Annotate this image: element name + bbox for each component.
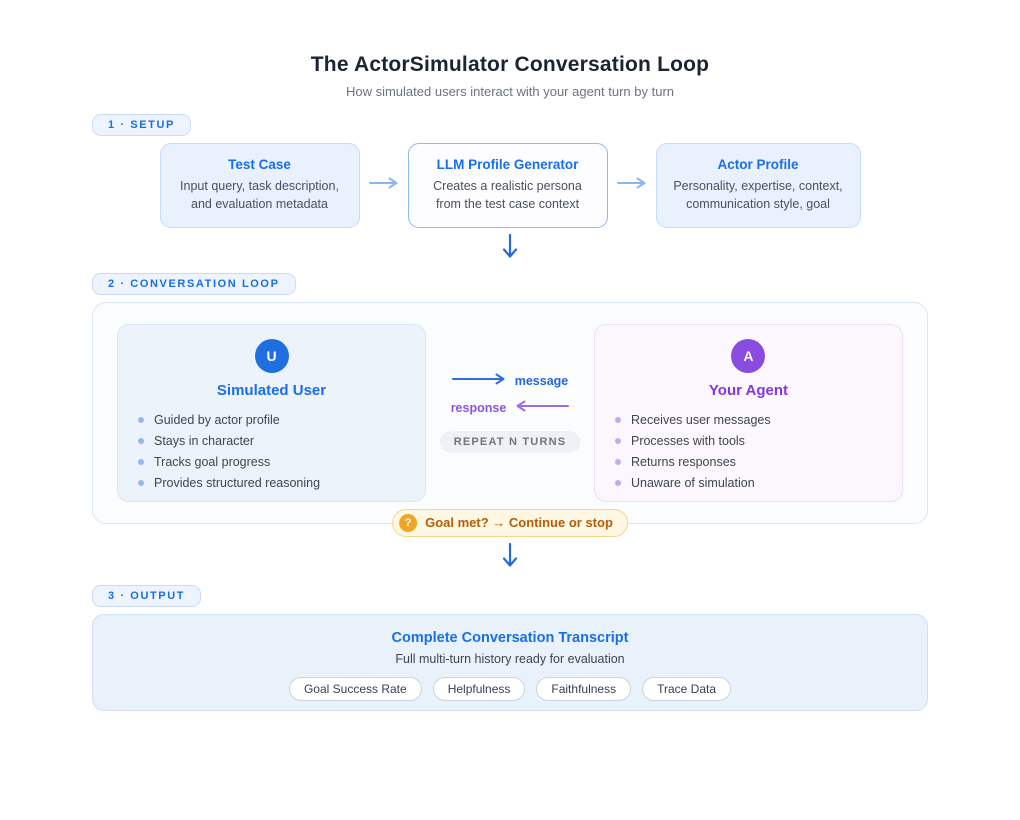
- setup-row: [0, 143, 1020, 228]
- list-item: [134, 473, 409, 494]
- list-item: [134, 410, 409, 431]
- bullet-text: Guided by actor profile: [154, 413, 280, 427]
- bullet-text: Provides structured reasoning: [154, 476, 321, 490]
- bullet-dot-icon: [138, 417, 144, 423]
- node-title: Actor Profile: [717, 157, 799, 172]
- list-item: [134, 431, 409, 452]
- diagram-header: [0, 0, 1020, 99]
- simulated-user-card: [117, 324, 426, 502]
- question-mark-icon: ?: [399, 514, 417, 532]
- node-desc: Personality, expertise, context, communication style, goal: [673, 179, 843, 211]
- node-desc: Creates a realistic persona from the test case context: [433, 179, 582, 211]
- list-item: [611, 431, 886, 452]
- bullet-dot-icon: [138, 459, 144, 465]
- output-subtitle: Full multi-turn history ready for evaluation: [395, 651, 625, 666]
- response-label: response: [450, 401, 507, 415]
- node-title: Test Case: [228, 157, 291, 172]
- metric-pill-helpfulness: Helpfulness: [433, 677, 526, 701]
- section-badge-output: 3 · OUTPUT: [92, 585, 201, 607]
- your-agent-card: [594, 324, 903, 502]
- bullet-text: Receives user messages: [630, 413, 771, 427]
- bullet-dot-icon: [615, 417, 621, 423]
- message-label: message: [514, 374, 569, 388]
- repeat-n-turns-pill: REPEAT N TURNS: [440, 431, 581, 453]
- list-item: [611, 410, 886, 431]
- bullet-text: Returns responses: [630, 455, 736, 469]
- node-title: LLM Profile Generator: [436, 157, 579, 172]
- arrow-right-icon: [617, 176, 647, 194]
- metric-pill-row: [93, 677, 927, 701]
- message-row: [452, 372, 569, 390]
- conversation-loop-container: [92, 302, 928, 530]
- arrow-right-icon: [452, 372, 506, 390]
- user-bullet-list: [134, 410, 409, 494]
- metric-pill-trace-data: Trace Data: [642, 677, 731, 701]
- node-actor-profile: [656, 143, 861, 228]
- user-card-title: Simulated User: [216, 381, 327, 399]
- bullet-text: Stays in character: [154, 434, 255, 448]
- goal-gate-pill: [392, 509, 628, 537]
- output-title: Complete Conversation Transcript: [391, 629, 629, 646]
- arrow-right-icon: [369, 176, 399, 194]
- arrow-down-icon: [0, 234, 1020, 268]
- section-badge-setup: 1 · SETUP: [92, 114, 191, 136]
- page-title: The ActorSimulator Conversation Loop: [310, 53, 710, 76]
- list-item: [611, 473, 886, 494]
- bullet-text: Unaware of simulation: [630, 476, 755, 490]
- bullet-text: Processes with tools: [630, 434, 745, 448]
- goal-gate-label: Goal met? → Continue or stop: [425, 515, 613, 530]
- bullet-dot-icon: [138, 480, 144, 486]
- output-box: [92, 614, 928, 711]
- response-row: [451, 399, 570, 417]
- bullet-dot-icon: [615, 459, 621, 465]
- agent-avatar: A: [731, 339, 765, 373]
- list-item: [134, 452, 409, 473]
- user-avatar: U: [255, 339, 289, 373]
- metric-pill-goal-success-rate: Goal Success Rate: [289, 677, 422, 701]
- list-item: [611, 452, 886, 473]
- bullet-text: Tracks goal progress: [154, 455, 271, 469]
- bullet-dot-icon: [615, 480, 621, 486]
- message-exchange: [440, 372, 581, 453]
- node-llm-profile-generator: [408, 143, 608, 228]
- agent-card-title: Your Agent: [708, 381, 789, 399]
- metric-pill-faithfulness: Faithfulness: [536, 677, 631, 701]
- bullet-dot-icon: [138, 438, 144, 444]
- node-desc: Input query, task description, and evaluation metadata: [180, 179, 339, 211]
- section-badge-loop: 2 · CONVERSATION LOOP: [92, 273, 296, 295]
- agent-bullet-list: [611, 410, 886, 494]
- arrow-left-icon: [515, 399, 569, 417]
- page-subtitle: How simulated users interact with your agent turn by turn: [345, 84, 675, 99]
- arrow-down-icon: [0, 543, 1020, 577]
- node-test-case: [160, 143, 360, 228]
- bullet-dot-icon: [615, 438, 621, 444]
